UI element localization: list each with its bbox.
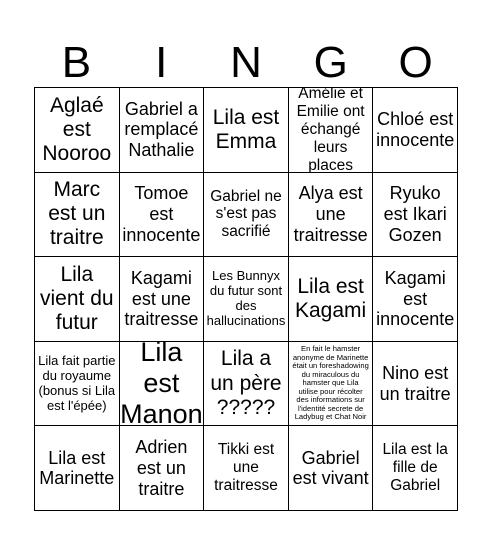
bingo-board <box>34 87 458 511</box>
bingo-cell-r3c4[interactable]: Lila est Kagami <box>289 257 374 342</box>
bingo-cell-r2c5[interactable]: Ryuko est Ikari Gozen <box>373 173 458 258</box>
bingo-cell-r2c1[interactable]: Marc est un traitre <box>35 173 120 258</box>
bingo-cell-r5c2[interactable]: Adrien est un traitre <box>120 426 205 511</box>
bingo-cell-r1c5[interactable]: Chloé est innocente <box>373 88 458 173</box>
bingo-cell-r3c1[interactable]: Lila vient du futur <box>35 257 120 342</box>
bingo-cell-r5c4[interactable]: Gabriel est vivant <box>289 426 374 511</box>
bingo-cell-r1c2[interactable]: Gabriel a remplacé Nathalie <box>120 88 205 173</box>
bingo-cell-r4c2[interactable]: Lila est Manon <box>120 341 203 427</box>
bingo-cell-r1c3[interactable]: Lila est Emma <box>204 88 289 173</box>
bingo-cell-r4c1[interactable]: Lila fait partie du royaume (bonus si Lila est l'épée) <box>35 342 120 427</box>
bingo-cell-r3c5[interactable]: Kagami est innocente <box>373 257 458 342</box>
bingo-cell-r4c3[interactable]: Lila a un père ????? <box>204 342 289 427</box>
bingo-cell-r4c4[interactable]: En fait le hamster anonyme de Marinette était un foreshadowing du miraculous du hamster que Lila utilise pour récolter des informations sur l'identité secrete de Ladybug et Chat Noir <box>289 342 374 427</box>
bingo-cell-r1c4[interactable]: Amélie et Emilie ont échangé leurs places <box>289 88 374 173</box>
bingo-cell-r4c5[interactable]: Nino est un traitre <box>373 342 458 427</box>
bingo-cell-r2c2[interactable]: Tomoe est innocente <box>120 173 205 258</box>
bingo-cell-r2c3[interactable]: Gabriel ne s'est pas sacrifié <box>204 173 289 258</box>
bingo-header <box>34 38 458 88</box>
bingo-cell-r5c5[interactable]: Lila est la fille de Gabriel <box>373 426 458 511</box>
header-letter-o: O <box>398 38 433 87</box>
bingo-cell-r5c1[interactable]: Lila est Marinette <box>35 426 120 511</box>
header-letter-b: B <box>61 38 92 87</box>
bingo-cell-r1c1[interactable]: Aglaé est Nooroo <box>35 88 120 173</box>
bingo-cell-r2c4[interactable]: Alya est une traitresse <box>289 173 374 258</box>
bingo-cell-r3c3[interactable]: Les Bunnyx du futur sont des hallucinations <box>204 257 289 342</box>
header-letter-n: N <box>230 38 262 87</box>
header-letter-g: G <box>313 38 348 87</box>
bingo-cell-r3c2[interactable]: Kagami est une traitresse <box>120 257 205 342</box>
header-letter-i: I <box>155 38 168 87</box>
bingo-cell-r5c3[interactable]: Tikki est une traitresse <box>204 426 289 511</box>
